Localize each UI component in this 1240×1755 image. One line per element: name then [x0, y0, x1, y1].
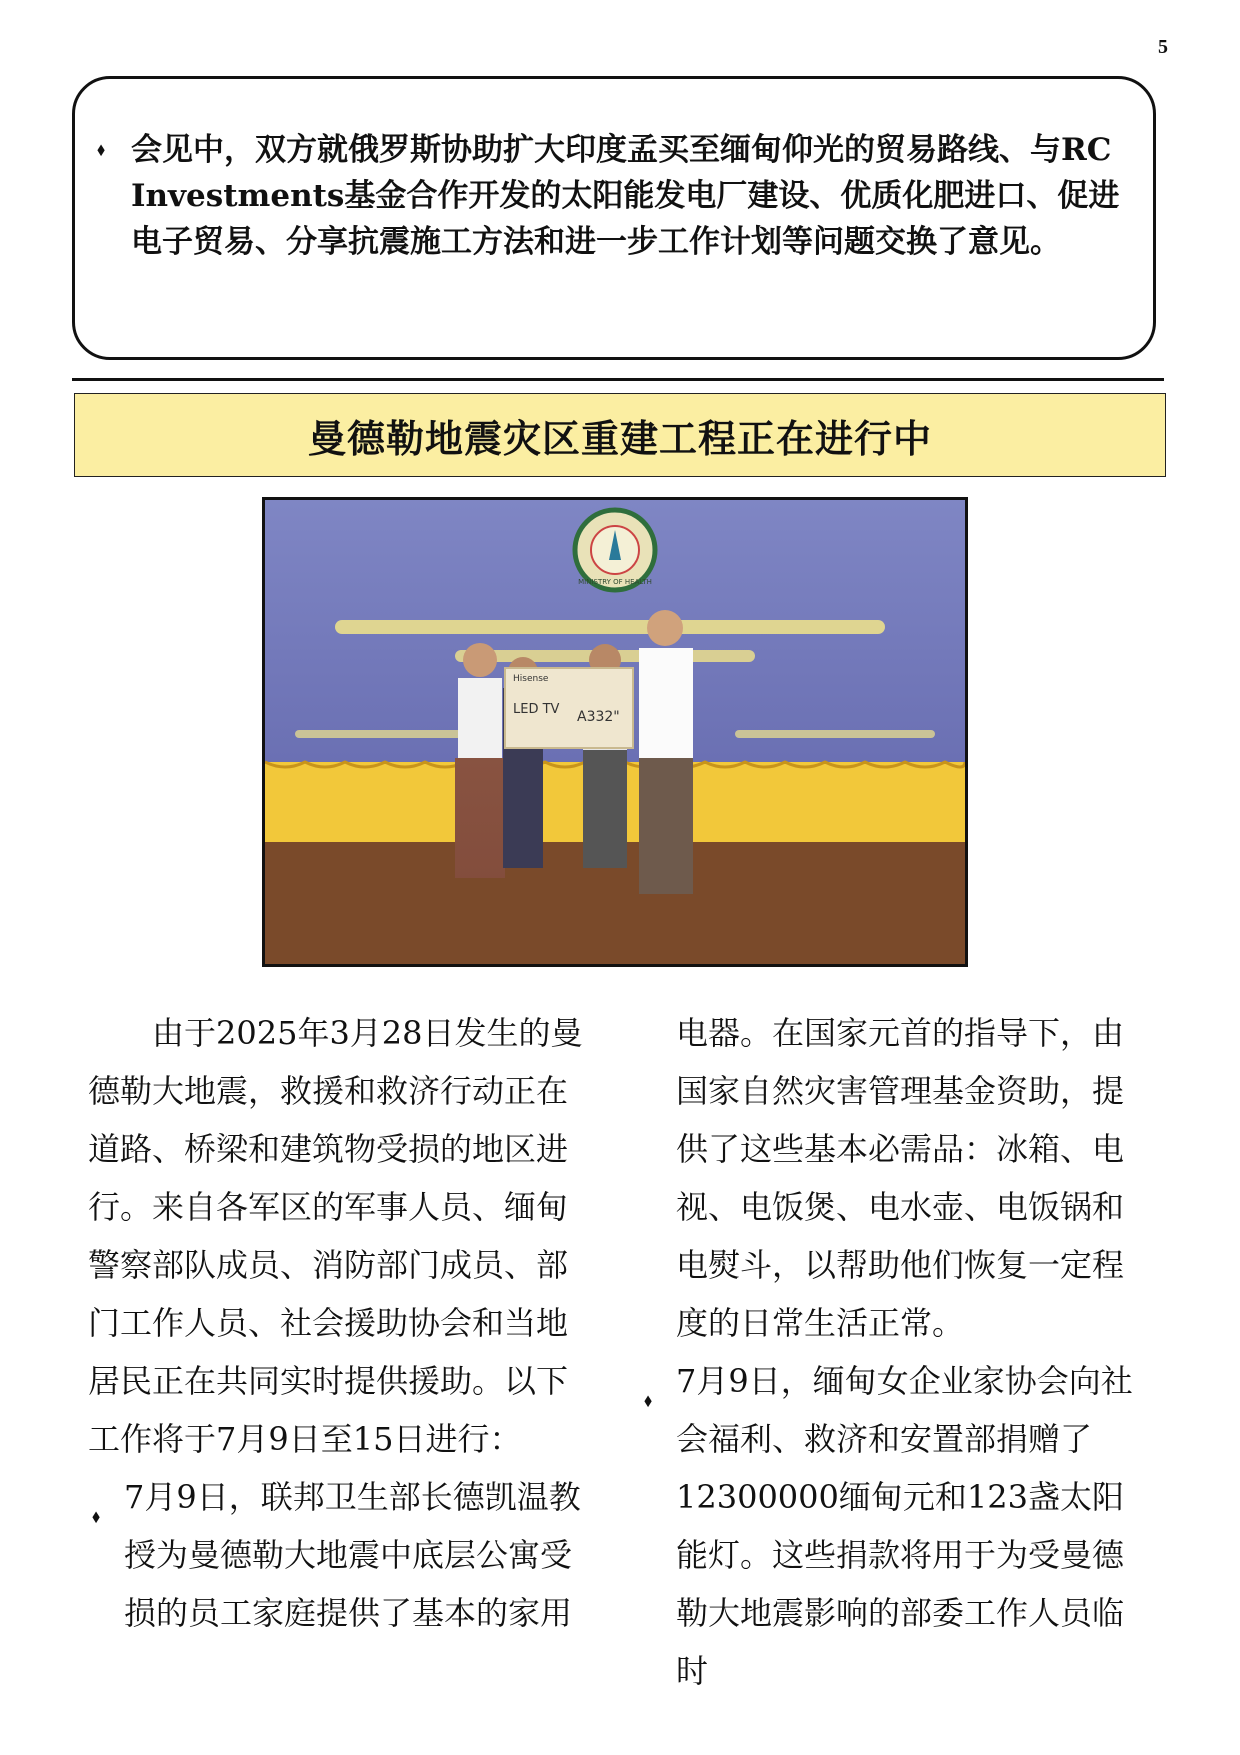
- article-column-right: [640, 1004, 1150, 1700]
- headline-bar: [74, 393, 1166, 477]
- person-right: [639, 610, 693, 894]
- box-model: A332": [577, 709, 620, 725]
- article-photo: [262, 497, 968, 967]
- box-brand: Hisense: [513, 674, 549, 684]
- logo-caption: MINISTRY OF HEALTH: [578, 578, 652, 586]
- section-divider: [72, 378, 1164, 381]
- list-item-text: 7月9日，缅甸女企业家协会向社会福利、救济和安置部捐赠了12300000缅甸元和123盏太阳能灯。这些捐款将用于为受曼德勒大地震影响的部委工作人员临时: [676, 1362, 1133, 1690]
- box-product: LED TV: [513, 702, 560, 717]
- ministry-logo-icon: [575, 510, 655, 590]
- summary-box: [72, 76, 1156, 360]
- list-item-text: 7月9日，联邦卫生部长德凯温教授为曼德勒大地震中底层公寓受损的员工家庭提供了基本的家用: [124, 1478, 581, 1632]
- list-item-continuation: [640, 1004, 1150, 1352]
- photo-illustration: [265, 500, 965, 964]
- bullet-icon: ⬧: [644, 1390, 653, 1411]
- article-intro: 由于2025年3月28日发生的曼德勒大地震，救援和救济行动正在道路、桥梁和建筑物受损的地区进行。来自各军区的军事人员、缅甸警察部队成员、消防部门成员、部门工作人员、社会援助协会和当地居民正在共同实时提供援助。以下工作将于7月9日至15日进行：: [88, 1014, 583, 1458]
- tv-box: [505, 668, 633, 748]
- article-column-left: [88, 1004, 598, 1642]
- summary-text: 会见中，双方就俄罗斯协助扩大印度孟买至缅甸仰光的贸易路线、与RC Investments基金合作开发的太阳能发电厂建设、优质化肥进口、促进电子贸易、分享抗震施工方法和进一步工作计划等问题交换了意见。: [131, 132, 1143, 260]
- article-headline: 曼德勒地震灾区重建工程正在进行中: [307, 416, 932, 461]
- bullet-icon: ⬧: [97, 139, 106, 160]
- bullet-icon: ⬧: [92, 1506, 101, 1527]
- list-item-text: 电器。在国家元首的指导下，由国家自然灾害管理基金资助，提供了这些基本必需品：冰箱、电视、电饭煲、电水壶、电饭锅和电熨斗，以帮助他们恢复一定程度的日常生活正常。: [676, 1014, 1125, 1342]
- list-item: [640, 1352, 1150, 1700]
- page-number: 5: [1158, 36, 1168, 58]
- person-left: [455, 643, 505, 878]
- list-item: [88, 1468, 598, 1642]
